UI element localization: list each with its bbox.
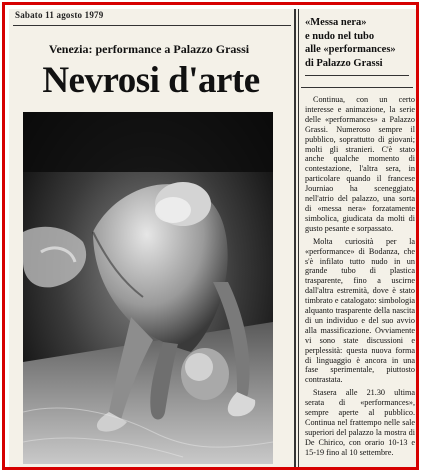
side-headline-line-1: «Messa nera»: [305, 17, 367, 28]
issue-date: Sabato 11 agosto 1979: [15, 10, 104, 20]
newspaper-clipping: [9, 9, 416, 467]
side-headline-rule: [305, 75, 409, 76]
side-headline-line-4: di Palazzo Grassi: [305, 57, 383, 69]
article-headline: Nevrosi d'arte: [42, 60, 260, 101]
side-headline-line-3: alle «performances»: [305, 44, 396, 55]
column-divider-inner: [298, 9, 299, 467]
side-body-rule: [301, 87, 413, 88]
clipping-frame: [2, 2, 419, 470]
side-headline-line-2: e nudo nel tubo: [305, 30, 375, 42]
article-body: [305, 95, 415, 461]
article-kicker: Venezia: performance a Palazzo Grassi: [48, 42, 250, 56]
article-paragraph-3: Stasera alle 21.30 ultima serata di «performances», sempre aperte al pubblico. Continua nel frattempo nelle sale superiori del palazzo la mostra di De Chirico, con orario 10-13 e 15-19 fino al 10 settembre.: [305, 388, 415, 457]
article-paragraph-1: Continua, con un certo interesse e animazione, la serie delle «performances» a Palazzo Grassi. Numeroso sempre il pubblico, soprattutto di giovani; molti gli stranieri. C'è stato anche qualche momento di contestazione, l'altra sera, in particolare quando il francese Journiao ha sceneggiato, nell'atrio del palazzo, una sorta di «messa nera» forzatamente simbolica, giudicata da molti di gusto pesante e sorpassato.: [305, 95, 415, 233]
article-paragraph-2: Molta curiosità per la «performance» di Bodanza, che s'è infilato tutto nudo in un grande tubo di plastica trasparente, fino a uscirne dall'altra estremità, dove è stato timbrato e catalogato: simbologia alquanto trasparente della nascita di un individuo e del suo avvio alla massificazione. Ovviamente vi sono state discussioni e perplessità: questa nuova forma di linguaggio è ancora in una fase sperimentale, piuttosto contrastata.: [305, 236, 415, 385]
side-headline: [305, 16, 415, 70]
column-divider: [294, 9, 296, 467]
performance-photo: [23, 112, 273, 464]
date-rule: [13, 25, 291, 26]
performance-photo-graphic: [23, 112, 273, 464]
